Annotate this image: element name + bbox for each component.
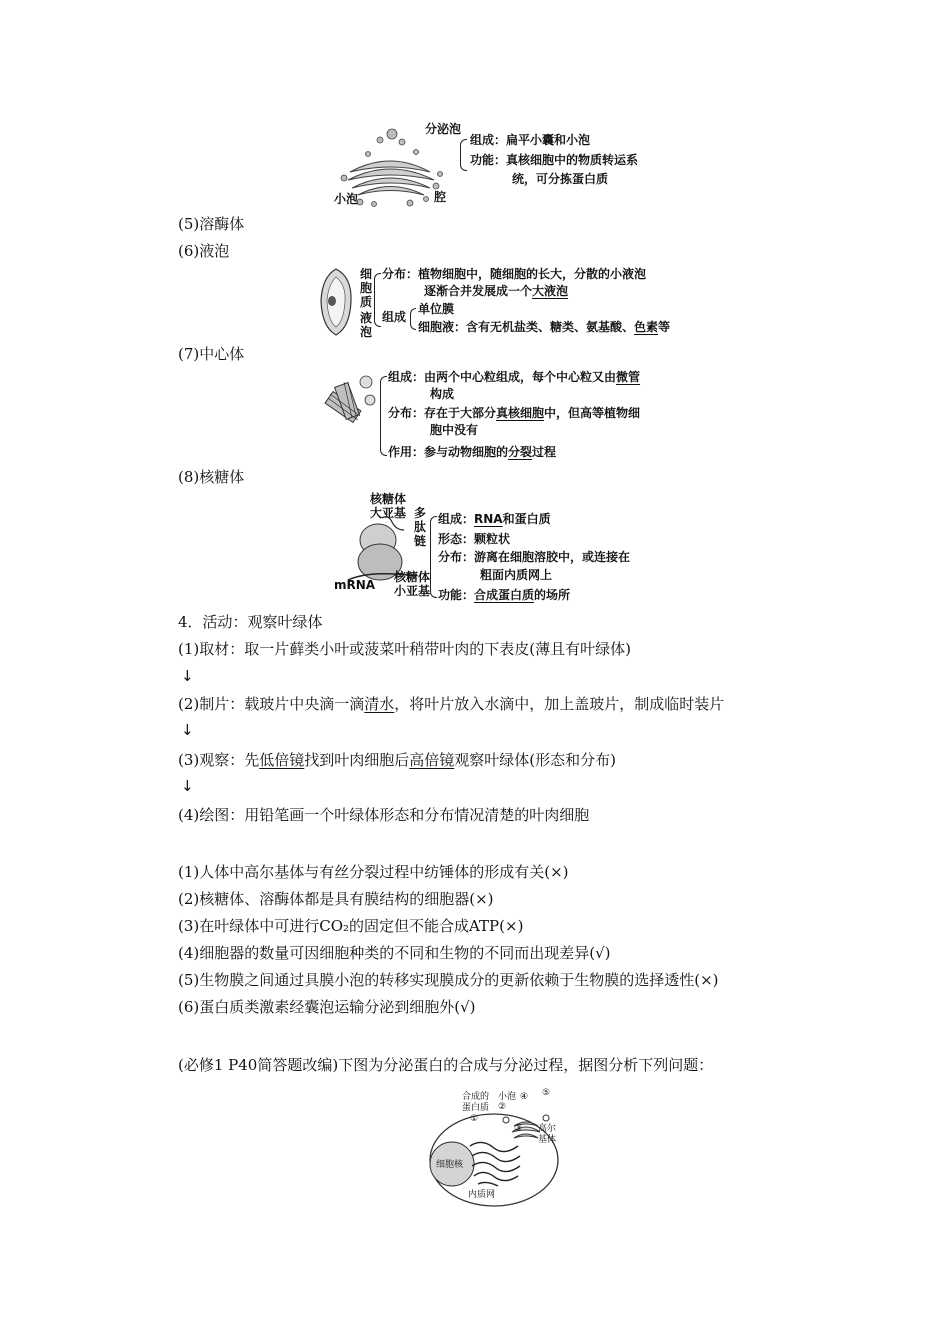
vacuole-vertical-cytoplasm-3: 质	[360, 295, 373, 309]
centriole-illustration	[318, 370, 378, 440]
ribosome-composition: 组成：RNA和蛋白质	[438, 512, 551, 526]
golgi-function-line1: 功能：真核细胞中的物质转运系	[470, 153, 639, 167]
vacuole-comp-cell-sap: 细胞液：含有无机盐类、糖类、氨基酸、色素等	[418, 320, 671, 334]
secretion-marker-1: ①	[470, 1114, 479, 1124]
item-ribosome: (8)核糖体	[178, 468, 245, 486]
ribosome-distribution-line1: 分布：游离在细胞溶胶中，或连接在	[438, 550, 631, 564]
vacuole-vertical-vacuole-2: 泡	[360, 325, 373, 339]
secretion-marker-3: ③	[514, 1124, 523, 1134]
item-lysosome: (5)溶酶体	[178, 215, 245, 233]
golgi-figure	[330, 120, 660, 210]
golgi-label-small-vesicle: 小泡	[334, 192, 359, 206]
centrosome-composition-line2: 构成	[430, 387, 455, 401]
secretion-label-small-vesicle: 小泡	[498, 1092, 517, 1102]
activity-step1: (1)取材：取一片藓类小叶或菠菜叶稍带叶肉的下表皮(薄且有叶绿体)	[178, 640, 631, 658]
golgi-label-lumen: 腔	[434, 190, 447, 204]
ribosome-large-subunit-line2: 大亚基	[370, 506, 407, 520]
vacuole-brace-outer	[374, 273, 381, 327]
judgment-1: (1)人体中高尔基体与有丝分裂过程中纺锤体的形成有关(×)	[178, 863, 569, 881]
activity-step3: (3)观察：先低倍镜找到叶肉细胞后高倍镜观察叶绿体(形态和分布)	[178, 751, 617, 769]
ribosome-mrna-label: mRNA	[334, 578, 376, 592]
ribosome-small-subunit-line2: 小亚基	[394, 584, 431, 598]
ribosome-shape: 形态：颗粒状	[438, 532, 511, 546]
secretion-marker-5: ⑤	[542, 1088, 551, 1098]
item-centrosome: (7)中心体	[178, 345, 245, 363]
secretion-figure	[422, 1080, 572, 1210]
ribosome-function: 功能：合成蛋白质的场所	[438, 588, 571, 602]
vacuole-brace-inner	[410, 308, 416, 330]
vacuole-comp-membrane: 单位膜	[418, 302, 455, 316]
centrosome-distribution-line1: 分布：存在于大部分真核细胞中，但高等植物细	[388, 406, 641, 420]
activity-title: 4．活动：观察叶绿体	[178, 613, 323, 631]
secretion-label-synth-protein-1: 合成的	[462, 1092, 490, 1102]
secretion-label-er: 内质网	[468, 1190, 496, 1200]
ribosome-large-subunit-line1: 核糖体	[370, 492, 407, 506]
ribosome-polypeptide-3: 链	[414, 534, 427, 548]
secretion-marker-2: ②	[498, 1102, 507, 1112]
vacuole-composition-label: 组成	[382, 310, 407, 324]
secretion-marker-4: ④	[520, 1092, 529, 1102]
vacuole-vertical-cytoplasm-2: 胞	[360, 281, 373, 295]
centrosome-brace	[380, 376, 387, 456]
ribosome-polypeptide-1: 多	[414, 506, 427, 520]
ribosome-distribution-line2: 粗面内质网上	[480, 568, 553, 582]
judgment-3: (3)在叶绿体中可进行CO₂的固定但不能合成ATP(×)	[178, 917, 524, 935]
activity-step4: (4)绘图：用铅笔画一个叶绿体形态和分布情况清楚的叶肉细胞	[178, 806, 590, 824]
golgi-label-secretory-vesicle: 分泌泡	[425, 122, 462, 136]
judgment-4: (4)细胞器的数量可因细胞种类的不同和生物的不同而出现差异(√)	[178, 944, 611, 962]
vacuole-vertical-vacuole-1: 液	[360, 311, 373, 325]
centrosome-figure	[318, 368, 678, 463]
ribosome-small-subunit-line1: 核糖体	[394, 570, 431, 584]
secretion-label-golgi-2: 基体	[538, 1135, 557, 1145]
golgi-function-line2: 统，可分拣蛋白质	[512, 172, 609, 186]
golgi-brace	[460, 139, 467, 171]
item-vacuole: (6)液泡	[178, 242, 230, 260]
ribosome-polypeptide-2: 肽	[414, 520, 427, 534]
vacuole-distribution-line2: 逐渐合并发展成一个大液泡	[424, 284, 569, 298]
vacuole-vertical-cytoplasm-1: 细	[360, 267, 373, 281]
plant-cell-illustration	[318, 267, 354, 337]
centrosome-function: 作用：参与动物细胞的分裂过程	[388, 445, 557, 459]
centrosome-distribution-line2: 胞中没有	[430, 423, 479, 437]
judgment-6: (6)蛋白质类激素经囊泡运输分泌到细胞外(√)	[178, 998, 476, 1016]
activity-step2: (2)制片：载玻片中央滴一滴清水，将叶片放入水滴中，加上盖玻片，制成临时装片	[178, 695, 725, 713]
secretion-label-nucleus: 细胞核	[436, 1160, 464, 1170]
vacuole-figure	[318, 265, 678, 340]
down-arrow-icon: ↓	[181, 777, 194, 795]
down-arrow-icon: ↓	[181, 667, 194, 685]
centrosome-composition-line1: 组成：由两个中心粒组成，每个中心粒又由微管	[388, 370, 641, 384]
ribosome-figure	[330, 490, 660, 605]
judgment-2: (2)核糖体、溶酶体都是具有膜结构的细胞器(×)	[178, 890, 494, 908]
secretion-label-synth-protein-2: 蛋白质	[462, 1103, 490, 1113]
question-text: (必修1 P40简答题改编)下图为分泌蛋白的合成与分泌过程，据图分析下列问题：	[178, 1056, 714, 1074]
golgi-composition: 组成：扁平小囊和小泡	[470, 133, 591, 147]
down-arrow-icon: ↓	[181, 721, 194, 739]
ribosome-brace	[430, 516, 437, 598]
vacuole-distribution-line1: 分布：植物细胞中，随细胞的长大，分散的小液泡	[382, 267, 647, 281]
judgment-5: (5)生物膜之间通过具膜小泡的转移实现膜成分的更新依赖于生物膜的选择透性(×)	[178, 971, 719, 989]
secretion-label-golgi-1: 高尔	[538, 1124, 557, 1134]
